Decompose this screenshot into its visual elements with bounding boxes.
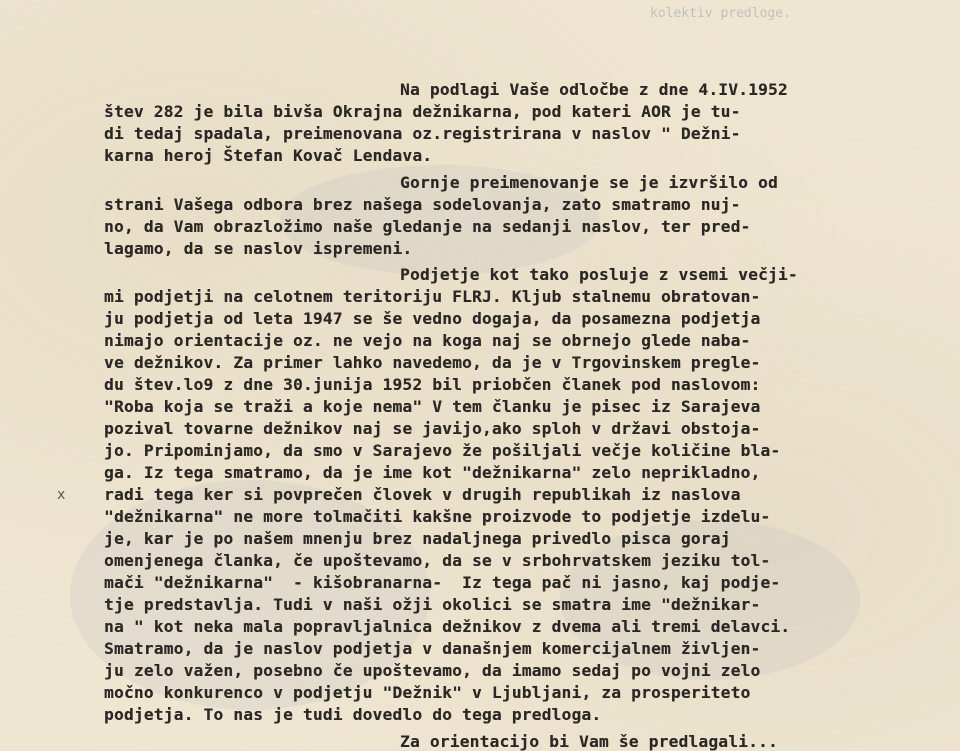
- text-line: lagamo, da se naslov ispremeni.: [104, 239, 413, 258]
- text-line: podjetja. To nas je tudi dovedlo do tega predloga.: [104, 705, 602, 724]
- text-line: ve dežnikov. Za primer lahko navedemo, da je v Trgovinskem pregle-: [104, 353, 761, 372]
- text-line: pozival tovarne dežnikov naj se javijo,ako sploh v državi obstoja-: [104, 419, 761, 438]
- text-line: mi podjetji na celotnem teritoriju FLRJ. Kljub stalnemu obratovan-: [104, 287, 761, 306]
- text-line: no, da Vam obrazložimo naše gledanje na sedanji naslov, ter pred-: [104, 217, 751, 236]
- text-line: močno konkurenco v podjetju "Dežnik" v Ljubljani, za prosperiteto: [104, 683, 751, 702]
- text-line: je, kar je po našem mnenju brez nadaljnega privedlo pisca goraj: [104, 529, 731, 548]
- text-line: karna heroj Štefan Kovač Lendava.: [104, 146, 433, 165]
- text-line: ju zelo važen, posebno če upoštevamo, da imamo sedaj po vojni zelo: [104, 661, 761, 680]
- text-line: di tedaj spadala, preimenovana oz.registrirana v naslov " Dežni-: [104, 124, 741, 143]
- text-line: du štev.lo9 z dne 30.junija 1952 bil priobčen članek pod naslovom:: [104, 375, 761, 394]
- text-line: Podjetje kot tako posluje z vsemi večji-: [400, 265, 798, 284]
- text-line: na " kot neka mala popravljalnica dežnikov z dvema ali tremi delavci.: [104, 617, 791, 636]
- text-line: omenjenega članka, če upoštevamo, da se v srbohrvatskem jeziku tol-: [104, 551, 771, 570]
- text-line: "Roba koja se traži a koje nema" V tem članku je pisec iz Sarajeva: [104, 397, 761, 416]
- text-line: štev 282 je bila bivša Okrajna dežnikarna, pod kateri AOR je tu-: [104, 102, 741, 121]
- text-line: tje predstavlja. Tudi v naši ožji okolici se smatra ime "dežnikar-: [104, 595, 761, 614]
- text-line: "dežnikarna" ne more tolmačiti kakšne proizvode to podjetje izdelu-: [104, 507, 771, 526]
- text-line: ju podjetja od leta 1947 se še vedno dogaja, da posamezna podjetja: [104, 309, 761, 328]
- text-line: radi tega ker si povprečen človek v drugih republikah iz naslova: [104, 485, 741, 504]
- text-line: strani Vašega odbora brez našega sodelovanja, zato smatramo nuj-: [104, 195, 741, 214]
- text-line: Gornje preimenovanje se je izvršilo od: [400, 173, 778, 192]
- text-line: jo. Pripominjamo, da smo v Sarajevo že pošiljali večje količine bla-: [104, 441, 781, 460]
- header-fragment: kolektiv predloge.: [650, 6, 791, 21]
- text-line: nimajo orientacije oz. ne vejo na koga naj se obrnejo glede naba-: [104, 331, 751, 350]
- text-line: Smatramo, da je naslov podjetja v današnjem komercijalnem življen-: [104, 639, 761, 658]
- text-line: mači "dežnikarna" - kišobranarna- Iz tega pač ni jasno, kaj podje-: [104, 573, 781, 592]
- text-line: ga. Iz tega smatramo, da je ime kot "dežnikarna" zelo neprikladno,: [104, 463, 761, 482]
- text-line: Na podlagi Vaše odločbe z dne 4.IV.1952: [400, 80, 788, 99]
- text-line: Za orientacijo bi Vam še predlagali...: [400, 732, 778, 751]
- margin-mark: x: [57, 487, 66, 503]
